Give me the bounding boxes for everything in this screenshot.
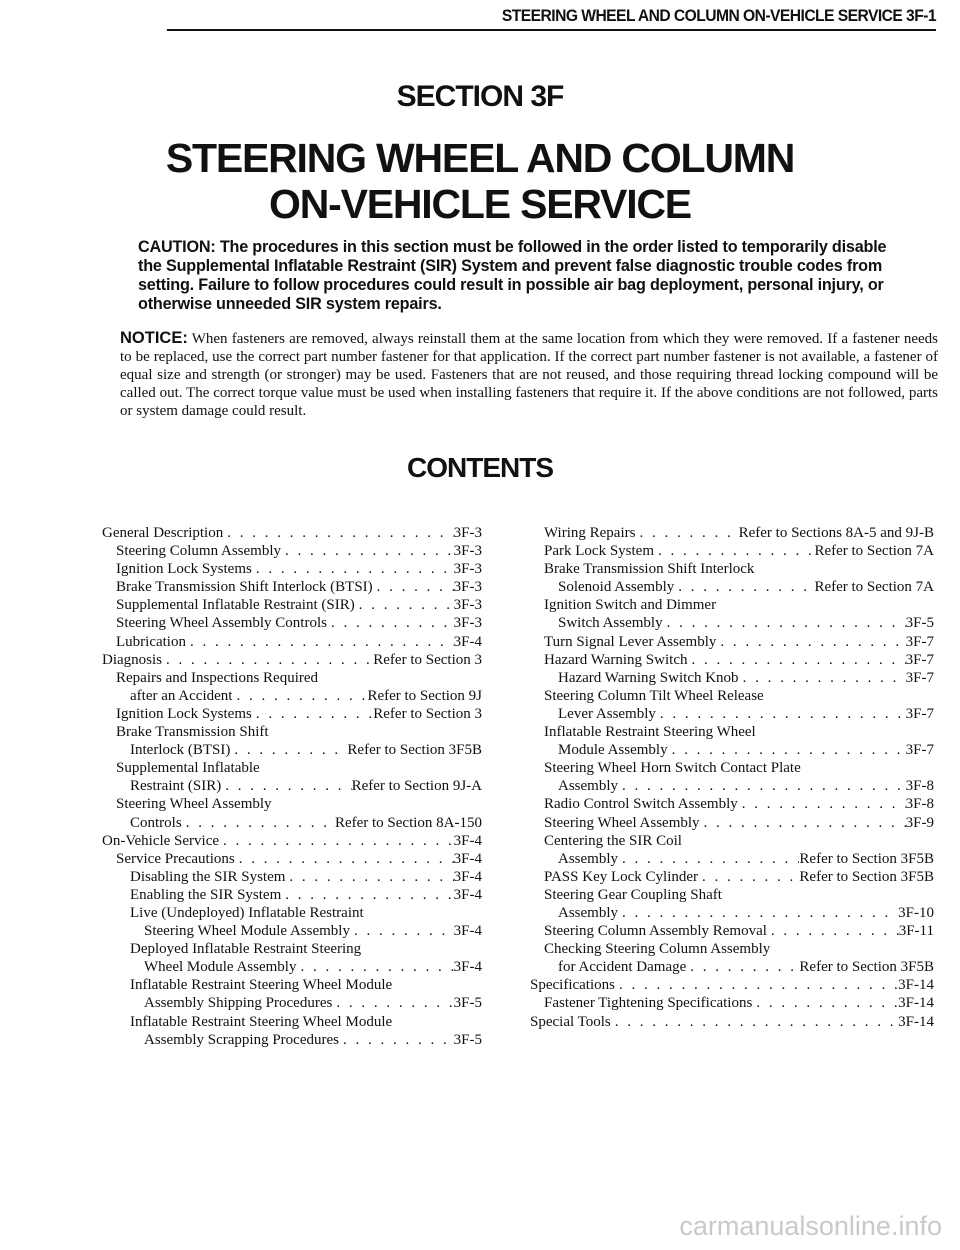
- toc-entry-text: Steering Column Assembly Removal: [544, 923, 767, 940]
- toc-entry: [530, 814, 934, 832]
- toc-entry-page: 3F-4: [453, 868, 482, 885]
- toc-entry-page: 3F-11: [898, 923, 934, 940]
- contents-heading: CONTENTS: [407, 452, 553, 483]
- toc-entry: [102, 795, 482, 813]
- toc-entry: [530, 1013, 934, 1031]
- toc-entry: [102, 741, 482, 759]
- page-title: [0, 135, 960, 227]
- toc-entry-page: 3F-7: [905, 651, 934, 668]
- toc-dot-leader: [654, 542, 814, 560]
- toc-entry-text: Ignition Switch and Dimmer: [544, 597, 717, 614]
- toc-entry-page: 3F-8: [905, 796, 934, 813]
- toc-entry: [102, 651, 482, 669]
- toc-entry: [530, 994, 934, 1012]
- toc-entry: [530, 904, 934, 922]
- toc-dot-leader: [252, 705, 373, 723]
- toc-dot-leader: [739, 669, 906, 687]
- toc-entry-text: Steering Wheel Assembly: [544, 814, 700, 831]
- toc-dot-leader: [252, 560, 454, 578]
- toc-right-column: [530, 524, 934, 1031]
- toc-entry: [102, 560, 482, 578]
- toc-entry: [530, 958, 934, 976]
- toc-dot-leader: [223, 524, 453, 542]
- toc-entry-text: General Description: [102, 525, 224, 541]
- toc-dot-leader: [686, 958, 799, 976]
- toc-entry: [530, 633, 934, 651]
- toc-dot-leader: [668, 741, 906, 759]
- toc-entry-text: Wheel Module Assembly: [144, 959, 297, 976]
- toc-entry-page: 3F-7: [905, 669, 934, 686]
- notice-paragraph: [120, 329, 938, 420]
- toc-entry: [102, 940, 482, 958]
- toc-entry-page: Refer to Section 3: [373, 651, 482, 668]
- toc-entry-page: 3F-3: [453, 597, 482, 614]
- title-line-1: STEERING WHEEL AND COLUMN: [165, 135, 795, 181]
- toc-entry-page: 3F-7: [905, 742, 934, 759]
- toc-dot-leader: [700, 814, 906, 832]
- toc-entry: [102, 958, 482, 976]
- toc-entry: [102, 542, 482, 560]
- toc-entry: [102, 687, 482, 705]
- toc-dot-leader: [281, 886, 453, 904]
- toc-entry-text: Fastener Tightening Specifications: [544, 995, 753, 1012]
- toc-entry: [102, 633, 482, 651]
- title-line-2: ON-VEHICLE SERVICE: [269, 181, 691, 227]
- toc-dot-leader: [339, 1031, 454, 1049]
- toc-entry-page: Refer to Section 7A: [814, 543, 934, 560]
- toc-entry: [530, 832, 934, 850]
- toc-entry-text: Module Assembly: [558, 742, 668, 759]
- toc-dot-leader: [186, 633, 454, 651]
- toc-entry-text: Service Precautions: [116, 850, 235, 867]
- watermark: carmanualsonline.info: [679, 1211, 942, 1241]
- toc-entry: [102, 1013, 482, 1031]
- toc-entry-text: Switch Assembly: [558, 615, 663, 632]
- toc-entry-page: Refer to Sections 8A-5 and 9J-B: [738, 525, 934, 541]
- toc-entry-text: Assembly Shipping Procedures: [144, 995, 333, 1012]
- toc-entry-text: Steering Column Assembly: [116, 543, 281, 560]
- toc-entry: [530, 705, 934, 723]
- notice-body: When fasteners are removed, always reinstall them at the same location from which they were removed. If a fastener needs to be replaced, use the correct part number fastener for that application. If the correct part number fastener is not available, a fastener of equal size and strength (or stronger) may be used. Fasteners that are not reused, and those requiring thread locking compound will be called out. The correct torque value must be used when installing fasteners that require it. If the above conditions are not followed, parts or system damage could result.: [120, 331, 938, 419]
- toc-dot-leader: [752, 994, 898, 1012]
- toc-entry-page: 3F-9: [905, 814, 934, 831]
- toc-dot-leader: [350, 922, 454, 940]
- toc-entry: [102, 868, 482, 886]
- toc-entry: [530, 542, 934, 560]
- toc-dot-leader: [327, 614, 454, 632]
- toc-entry-text: Centering the SIR Coil: [544, 832, 682, 849]
- toc-entry-page: 3F-7: [905, 633, 934, 650]
- toc-entry: [530, 759, 934, 777]
- toc-entry-text: On-Vehicle Service: [102, 832, 220, 849]
- toc-entry-text: Park Lock System: [544, 543, 654, 560]
- toc-entry-page: 3F-7: [905, 705, 934, 722]
- toc-entry: [102, 614, 482, 632]
- toc-dot-leader: [618, 850, 799, 868]
- toc-entry-page: 3F-14: [898, 977, 934, 994]
- toc-entry: [530, 560, 934, 578]
- toc-entry-text: Assembly: [558, 850, 618, 867]
- toc-entry-page: 3F-5: [905, 615, 934, 632]
- toc-entry-text: Hazard Warning Switch: [544, 651, 688, 668]
- toc-dot-leader: [296, 958, 453, 976]
- toc-entry-page: 3F-3: [453, 561, 482, 578]
- toc-dot-leader: [687, 651, 905, 669]
- toc-entry-page: Refer to Section 7A: [814, 579, 934, 596]
- toc-entry-text: PASS Key Lock Cylinder: [544, 868, 699, 885]
- toc-entry-text: Lever Assembly: [558, 705, 656, 722]
- toc-entry-text: Restraint (SIR): [130, 778, 222, 795]
- toc-entry: [102, 832, 482, 850]
- toc-entry-page: 3F-4: [453, 959, 482, 976]
- toc-entry-text: Steering Wheel Module Assembly: [144, 923, 350, 940]
- toc-entry-text: after an Accident: [130, 687, 233, 704]
- toc-entry-page: Refer to Section 3F5B: [799, 868, 934, 885]
- toc-entry: [102, 723, 482, 741]
- toc-entry-text: Hazard Warning Switch Knob: [558, 669, 739, 686]
- toc-entry-text: Special Tools: [530, 1013, 611, 1030]
- toc-entry-text: Assembly: [558, 904, 618, 921]
- toc-entry: [102, 705, 482, 723]
- toc-entry-page: Refer to Section 8A-150: [334, 814, 482, 831]
- toc-entry-text: Live (Undeployed) Inflatable Restraint: [130, 904, 364, 921]
- toc-entry-page: 3F-3: [453, 525, 482, 541]
- toc-entry: [102, 777, 482, 795]
- toc-dot-leader: [738, 795, 906, 813]
- toc-entry-text: Ignition Lock Systems: [116, 561, 252, 578]
- toc-entry-text: Brake Transmission Shift: [116, 724, 269, 741]
- toc-entry-text: Wiring Repairs: [544, 525, 636, 541]
- toc-dot-leader: [635, 524, 738, 542]
- toc-entry-page: 3F-5: [453, 1031, 482, 1048]
- toc-entry-text: Solenoid Assembly: [558, 579, 675, 596]
- toc-entry-text: Steering Wheel Assembly Controls: [116, 615, 327, 632]
- toc-entry-text: Turn Signal Lever Assembly: [544, 633, 717, 650]
- toc-entry: [102, 994, 482, 1012]
- toc-entry-text: Steering Column Tilt Wheel Release: [544, 687, 764, 704]
- toc-entry-page: 3F-8: [905, 778, 934, 795]
- toc-entry: [102, 669, 482, 687]
- toc-entry: [530, 687, 934, 705]
- toc-entry-page: Refer to Section 9J: [367, 687, 482, 704]
- toc-entry-page: 3F-3: [453, 579, 482, 596]
- toc-entry: [102, 814, 482, 832]
- toc-dot-leader: [615, 976, 898, 994]
- toc-dot-leader: [767, 922, 899, 940]
- toc-entry-text: Inflatable Restraint Steering Wheel: [544, 724, 756, 741]
- toc-dot-leader: [698, 868, 799, 886]
- toc-entry-page: Refer to Section 3F5B: [347, 742, 482, 759]
- toc-entry-page: 3F-4: [453, 886, 482, 903]
- toc-entry-text: Specifications: [530, 977, 615, 994]
- toc-entry: [102, 759, 482, 777]
- running-header: STEERING WHEEL AND COLUMN ON-VEHICLE SERVICE 3F-1: [167, 6, 936, 31]
- toc-entry: [102, 886, 482, 904]
- toc-dot-leader: [235, 850, 454, 868]
- toc-entry: [530, 578, 934, 596]
- toc-entry: [530, 723, 934, 741]
- toc-entry: [530, 614, 934, 632]
- toc-dot-leader: [611, 1013, 898, 1031]
- toc-entry-page: 3F-3: [453, 615, 482, 632]
- toc-entry: [530, 795, 934, 813]
- toc-dot-leader: [656, 705, 906, 723]
- toc-dot-leader: [618, 904, 898, 922]
- toc-entry: [530, 850, 934, 868]
- toc-entry-text: Deployed Inflatable Restraint Steering: [130, 941, 362, 958]
- toc-entry-page: 3F-4: [453, 832, 482, 849]
- toc-entry-text: Steering Gear Coupling Shaft: [544, 886, 722, 903]
- toc-entry-page: Refer to Section 3: [373, 705, 482, 722]
- toc-entry: [102, 578, 482, 596]
- toc-entry-page: 3F-4: [453, 923, 482, 940]
- toc-entry-page: 3F-10: [898, 904, 934, 921]
- toc-entry-text: Supplemental Inflatable Restraint (SIR): [116, 597, 355, 614]
- toc-entry: [530, 922, 934, 940]
- toc-entry: [530, 596, 934, 614]
- toc-entry-text: Lubrication: [116, 633, 186, 650]
- toc-entry-text: Checking Steering Column Assembly: [544, 941, 771, 958]
- toc-entry: [102, 976, 482, 994]
- toc-entry: [530, 524, 934, 542]
- toc-dot-leader: [373, 578, 454, 596]
- toc-entry-text: Assembly: [558, 778, 618, 795]
- toc-dot-leader: [219, 832, 454, 850]
- toc-entry: [102, 922, 482, 940]
- toc-entry-text: Controls: [130, 814, 182, 831]
- toc-dot-leader: [230, 741, 347, 759]
- toc-entry-page: 3F-4: [453, 850, 482, 867]
- toc-entry-text: Diagnosis: [102, 651, 162, 668]
- toc-entry-text: Inflatable Restraint Steering Wheel Module: [130, 977, 393, 994]
- toc-entry-page: 3F-14: [898, 995, 934, 1012]
- toc-entry: [530, 651, 934, 669]
- toc-left-column: [102, 524, 482, 1049]
- toc-entry: [530, 868, 934, 886]
- toc-dot-leader: [332, 994, 453, 1012]
- toc-entry: [102, 524, 482, 542]
- toc-entry-text: Inflatable Restraint Steering Wheel Module: [130, 1013, 393, 1030]
- toc-entry-text: Brake Transmission Shift Interlock (BTSI): [116, 579, 373, 596]
- toc-dot-leader: [355, 596, 454, 614]
- toc-entry-page: 3F-5: [453, 995, 482, 1012]
- toc-entry-text: Repairs and Inspections Required: [116, 669, 319, 686]
- toc-dot-leader: [182, 814, 335, 832]
- toc-entry-text: Supplemental Inflatable: [116, 760, 260, 777]
- toc-entry-page: Refer to Section 9J-A: [351, 778, 482, 795]
- caution-paragraph: CAUTION: The procedures in this section must be followed in the order listed to temporarily disable the Supplemental Inflatable Restraint (SIR) System and prevent false diagnostic trouble codes from setting. Failure to follow procedures could result in possible air bag deployment, personal injury, or otherwise unneeded SIR system repairs.: [138, 238, 887, 313]
- toc-entry-text: Disabling the SIR System: [130, 868, 286, 885]
- toc-dot-leader: [674, 578, 814, 596]
- toc-entry: [530, 669, 934, 687]
- toc-entry-text: Assembly Scrapping Procedures: [144, 1031, 339, 1048]
- toc-dot-leader: [281, 542, 454, 560]
- toc-entry: [530, 777, 934, 795]
- toc-entry-text: Radio Control Switch Assembly: [544, 796, 738, 813]
- toc-entry-page: Refer to Section 3F5B: [799, 850, 934, 867]
- toc-entry-page: Refer to Section 3F5B: [799, 959, 934, 976]
- toc-entry-text: Interlock (BTSI): [130, 742, 231, 759]
- toc-entry: [530, 976, 934, 994]
- toc-dot-leader: [232, 687, 367, 705]
- toc-entry: [102, 904, 482, 922]
- toc-dot-leader: [716, 633, 905, 651]
- toc-entry: [530, 940, 934, 958]
- toc-entry: [102, 850, 482, 868]
- toc-dot-leader: [221, 777, 351, 795]
- toc-entry-text: Steering Wheel Horn Switch Contact Plate: [544, 760, 801, 777]
- toc-entry-page: 3F-3: [453, 543, 482, 560]
- toc-entry: [530, 741, 934, 759]
- toc-entry-text: for Accident Damage: [558, 959, 687, 976]
- toc-entry-text: Ignition Lock Systems: [116, 705, 252, 722]
- toc-entry: [530, 886, 934, 904]
- toc-entry: [102, 1031, 482, 1049]
- toc-entry-text: Enabling the SIR System: [130, 886, 282, 903]
- section-label: SECTION 3F: [396, 80, 564, 113]
- toc-entry-page: 3F-4: [453, 633, 482, 650]
- toc-entry-page: 3F-14: [898, 1013, 934, 1030]
- notice-label: NOTICE:: [120, 329, 188, 347]
- toc-dot-leader: [285, 868, 453, 886]
- toc-entry: [102, 596, 482, 614]
- toc-entry-text: Brake Transmission Shift Interlock: [544, 561, 755, 578]
- toc-entry-text: Steering Wheel Assembly: [116, 796, 272, 813]
- toc-dot-leader: [162, 651, 373, 669]
- toc-dot-leader: [663, 614, 906, 632]
- toc-dot-leader: [618, 777, 906, 795]
